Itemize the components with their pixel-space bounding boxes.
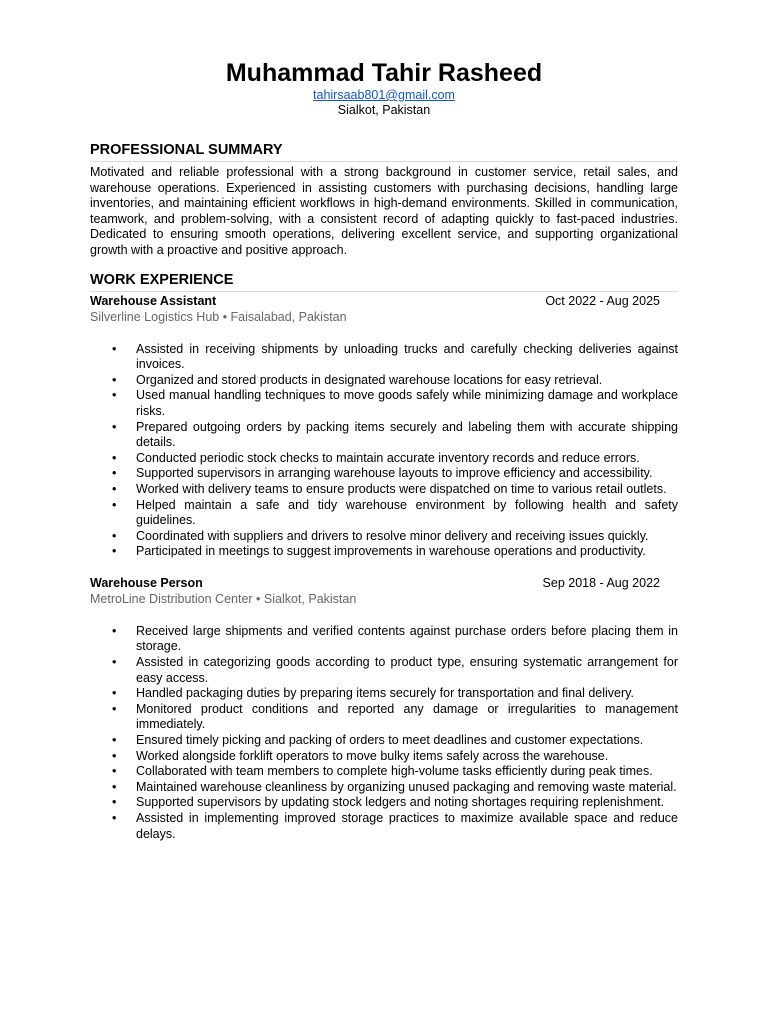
- bullet-icon: •: [112, 450, 117, 465]
- job-entry: [90, 576, 678, 842]
- list-item: [90, 482, 678, 498]
- job-entry: [90, 294, 678, 560]
- list-item: [90, 764, 678, 780]
- bullet-icon: •: [112, 419, 117, 434]
- job-company: Silverline Logistics Hub • Faisalabad, Pakistan: [90, 309, 347, 324]
- summary-text: Motivated and reliable professional with a strong background in customer service, retail sales, and warehouse operations. Experienced in assisting customers with purchasing decisions, handling large inventories, and maintaining efficient workflows in high-demand environments. Skilled in communication, teamwork, and problem-solving, with a consistent record of adapting quickly to fast-paced industries. Dedicated to ensuring smooth operations, delivering excellent service, and supporting organizational growth with a proactive and positive approach.: [90, 165, 678, 257]
- bullet-text: Used manual handling techniques to move goods safely while minimizing damage and workplace risks.: [136, 388, 678, 418]
- email-link[interactable]: tahirsaab801@gmail.com: [313, 88, 455, 102]
- bullet-text: Worked with delivery teams to ensure products were dispatched on time to various retail outlets.: [136, 481, 667, 496]
- list-item: [90, 466, 678, 482]
- bullet-icon: •: [112, 497, 117, 512]
- bullet-icon: •: [112, 544, 117, 559]
- bullet-icon: •: [112, 481, 117, 496]
- bullet-text: Ensured timely picking and packing of orders to meet deadlines and customer expectations.: [136, 733, 644, 748]
- summary-heading: PROFESSIONAL SUMMARY: [90, 141, 678, 162]
- bullet-text: Helped maintain a safe and tidy warehouse environment by following health and safety guidelines.: [136, 497, 678, 528]
- location-text: Sialkot, Pakistan: [337, 103, 431, 117]
- job-title: Warehouse Assistant: [90, 293, 217, 308]
- list-item: [90, 529, 678, 545]
- list-item: [90, 733, 678, 749]
- bullet-icon: •: [112, 701, 117, 716]
- bullet-text: Collaborated with team members to complete high-volume tasks efficiently during peak times.: [136, 764, 653, 779]
- bullet-text: Monitored product conditions and reported any damage or irregularities to management immediately.: [136, 701, 678, 732]
- bullet-icon: •: [112, 795, 117, 810]
- bullet-icon: •: [112, 341, 117, 356]
- list-item: [90, 420, 678, 451]
- job-dates: Sep 2018 - Aug 2022: [542, 575, 660, 590]
- bullet-text: Maintained warehouse cleanliness by organizing unused packaging and removing waste material.: [136, 779, 677, 794]
- list-item: [90, 342, 678, 373]
- experience-heading: WORK EXPERIENCE: [90, 271, 678, 292]
- list-item: [90, 624, 678, 655]
- bullet-text: Organized and stored products in designated warehouse locations for easy retrieval.: [136, 372, 603, 387]
- bullet-text: Received large shipments and verified contents against purchase orders before placing them in storage.: [136, 623, 678, 654]
- bullet-text: Assisted in implementing improved storage practices to maximize available space and reduce delays.: [136, 811, 678, 841]
- bullet-text: Worked alongside forklift operators to move bulky items safely across the warehouse.: [136, 748, 609, 763]
- bullet-text: Assisted in categorizing goods according to product type, ensuring systematic arrangement for easy access.: [136, 655, 678, 685]
- job-dates: Oct 2022 - Aug 2025: [545, 293, 660, 308]
- bullet-icon: •: [112, 655, 117, 670]
- job-title: Warehouse Person: [90, 575, 203, 590]
- job-company: MetroLine Distribution Center • Sialkot, Pakistan: [90, 591, 357, 606]
- job-bullets: [90, 342, 678, 560]
- list-item: [90, 655, 678, 686]
- bullet-text: Coordinated with suppliers and drivers to resolve minor delivery and receiving issues quickly.: [136, 528, 649, 543]
- bullet-icon: •: [112, 528, 117, 543]
- list-item: [90, 451, 678, 467]
- list-item: [90, 498, 678, 529]
- contact-block: [90, 88, 678, 118]
- list-item: [90, 780, 678, 796]
- bullet-icon: •: [112, 388, 117, 403]
- bullet-icon: •: [112, 779, 117, 794]
- bullet-text: Supported supervisors by updating stock ledgers and noting shortages requiring replenishment.: [136, 795, 665, 810]
- bullet-text: Prepared outgoing orders by packing items securely and labeling them with accurate shipping details.: [136, 419, 678, 450]
- bullet-icon: •: [112, 733, 117, 748]
- list-item: [90, 795, 678, 811]
- bullet-text: Handled packaging duties by preparing items securely for transportation and final delivery.: [136, 686, 634, 701]
- bullet-text: Assisted in receiving shipments by unloading trucks and carefully checking deliveries against invoices.: [136, 341, 678, 372]
- resume-page: [90, 58, 678, 842]
- list-item: [90, 388, 678, 419]
- candidate-name: Muhammad Tahir Rasheed: [225, 59, 543, 87]
- bullet-text: Conducted periodic stock checks to maintain accurate inventory records and reduce errors.: [136, 450, 640, 465]
- list-item: [90, 686, 678, 702]
- bullet-icon: •: [112, 466, 117, 481]
- bullet-text: Supported supervisors in arranging warehouse layouts to improve efficiency and accessibility.: [136, 466, 653, 481]
- list-item: [90, 702, 678, 733]
- job-bullets: [90, 624, 678, 842]
- bullet-icon: •: [112, 623, 117, 638]
- list-item: [90, 373, 678, 389]
- list-item: [90, 811, 678, 842]
- list-item: [90, 544, 678, 560]
- list-item: [90, 749, 678, 765]
- bullet-icon: •: [112, 686, 117, 701]
- bullet-icon: •: [112, 811, 117, 825]
- bullet-icon: •: [112, 764, 117, 779]
- bullet-icon: •: [112, 748, 117, 763]
- bullet-icon: •: [112, 372, 117, 387]
- bullet-text: Participated in meetings to suggest improvements in warehouse operations and productivity.: [136, 544, 646, 559]
